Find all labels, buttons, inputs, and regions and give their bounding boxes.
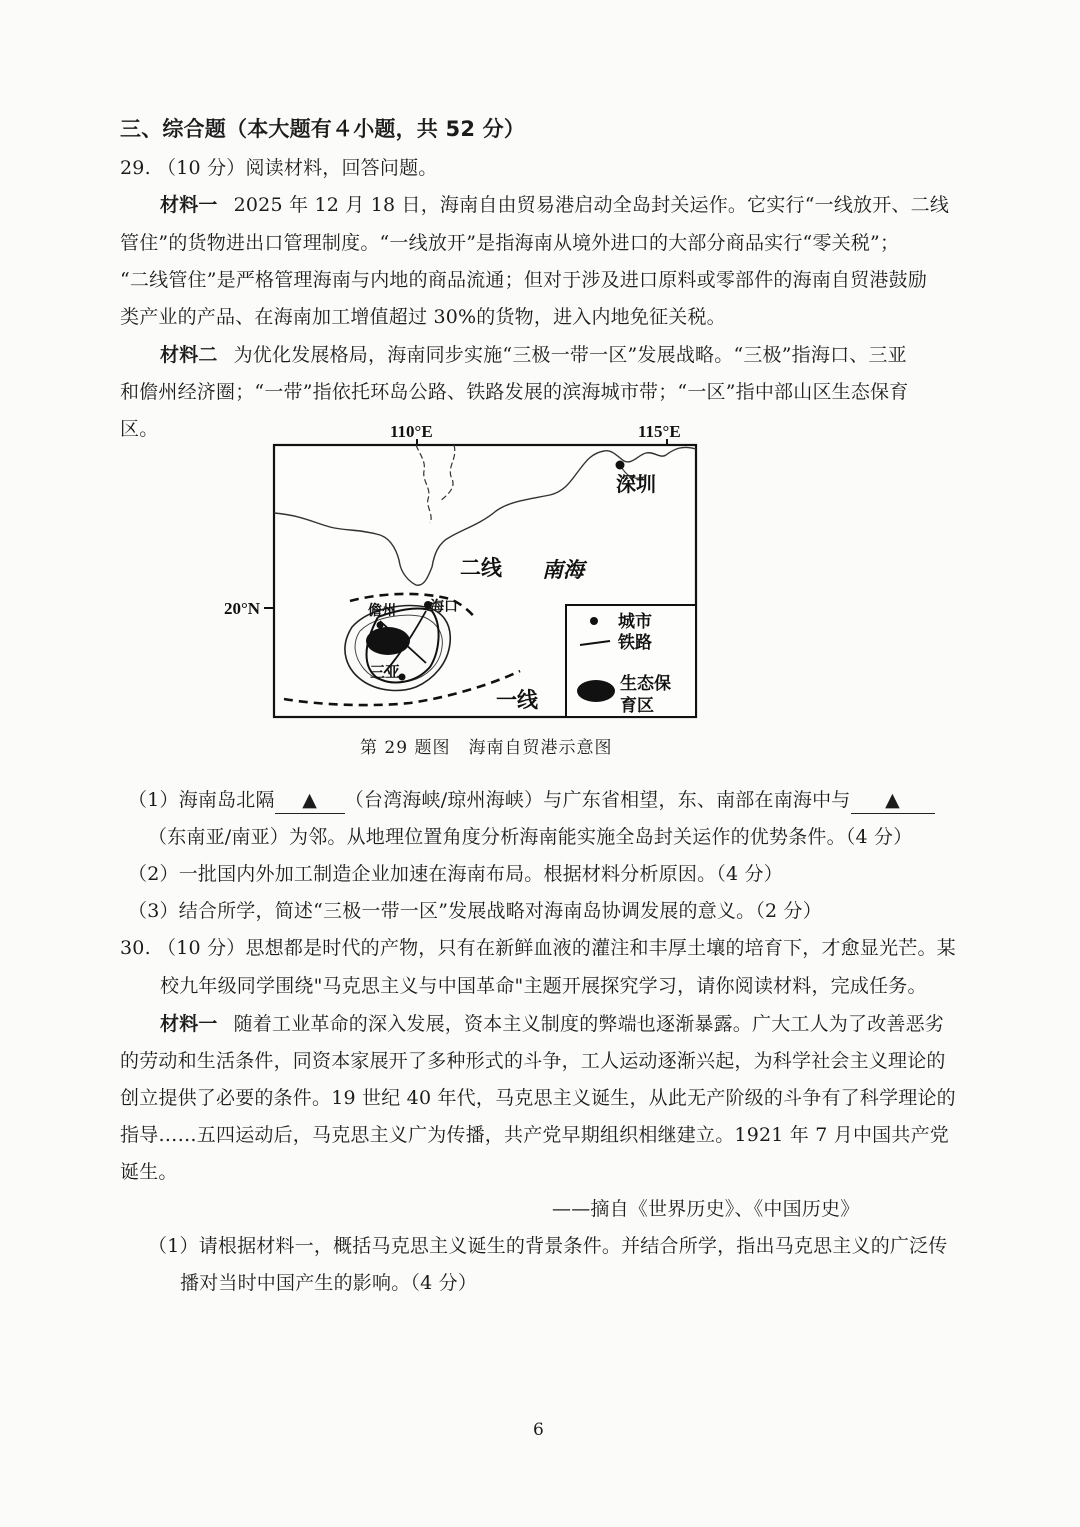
legend-rail: 铁路 [618,633,652,652]
q29-material1-line2: 管住”的货物进出口管理制度。“一线放开”是指海南从境外进口的大部分商品实行“零关税”； [120,232,900,254]
q29-sub1-part-b: （台湾海峡/琼州海峡）与广东省相望，东、南部在南海中与 [344,789,851,811]
q29-material1-line4: 类产业的产品、在海南加工增值超过 30%的货物，进入内地免征关税。 [120,306,726,328]
label-haikou: 海口 [430,598,458,614]
label-danzhou: 儋州 [368,602,396,618]
q29-sub1-line1 [128,787,935,814]
q29-material1-line1 [160,192,949,218]
legend-eco-1: 生态保 [620,674,671,693]
q29-intro: 29. （10 分）阅读材料，回答问题。 [120,157,438,179]
legend-city-icon [590,617,598,625]
hainan-map [220,415,720,725]
q29-sub1-line2: （东南亚/南亚）为邻。从地理位置角度分析海南能实施全岛封关运作的优势条件。（4 分） [148,826,913,848]
q29-material2-line3: 区。 [120,418,159,440]
q29-sub2: （2）一批国内外加工制造企业加速在海南布局。根据材料分析原因。（4 分） [128,863,783,885]
q30-line1: 30. （10 分）思想都是时代的产物，只有在新鲜血液的灌注和丰厚土壤的培育下，才愈显光芒。某 [120,937,956,959]
answer-blank-region[interactable] [851,787,935,814]
answer-blank-strait[interactable] [275,787,345,814]
page-number: 6 [533,1420,544,1440]
map-lon-110: 110°E [390,422,433,441]
legend-city: 城市 [618,612,652,631]
section-title: 三、综合题（本大题有４小题，共 52 分） [120,117,526,141]
q30-material1-text: 随着工业革命的深入发展，资本主义制度的弊端也逐渐暴露。广大工人为了改善恶劣 [233,1013,945,1035]
q29-material1-text: 2025 年 12 月 18 日，海南自由贸易港启动全岛封关运作。它实行“一线放开、二线 [233,194,950,216]
map-lon-115: 115°E [638,422,681,441]
q29-sub1-part-a: （1）海南岛北隔 [128,789,275,811]
q29-material2-line1 [160,342,907,368]
shenzhen-dot [616,461,625,470]
danzhou-dot [377,622,384,629]
q30-material1-line3: 创立提供了必要的条件。19 世纪 40 年代，马克思主义诞生，从此无产阶级的斗争有了科学理论的 [120,1087,956,1109]
label-sanya: 三亚 [370,664,401,681]
q29-sub3: （3）结合所学，简述“三极一带一区”发展战略对海南岛协调发展的意义。（2 分） [128,900,822,922]
q29-material1-line3: “二线管住”是严格管理海南与内地的商品流通；但对于涉及进口原料或零部件的海南自贸港鼓励 [120,269,928,291]
q30-sub1-line1: （1）请根据材料一，概括马克思主义诞生的背景条件。并结合所学，指出马克思主义的广泛传 [148,1235,948,1257]
label-sea: 南海 [542,559,584,582]
q29-material2-text: 为优化发展格局，海南同步实施“三极一带一区”发展战略。“三极”指海口、三亚 [233,344,907,366]
q30-source: ——摘自《世界历史》、《中国历史》 [552,1198,860,1220]
legend-eco-icon [577,680,615,702]
label-shenzhen: 深圳 [616,474,656,496]
q30-material1-line2: 的劳动和生活条件，同资本家展开了多种形式的斗争，工人运动逐渐兴起，为科学社会主义理论的 [120,1050,946,1072]
eco-reserve [366,627,410,655]
q29-material1-label: 材料一 [160,194,218,216]
q30-material1-line4: 指导……五四运动后，马克思主义广为传播，共产党早期组织相继建立。1921 年 7 月中国共产党 [120,1124,949,1146]
blank-mark-2: ▲ [885,789,900,811]
q30-sub1-line2: 播对当时中国产生的影响。（4 分） [180,1272,478,1294]
blank-mark-1: ▲ [302,789,318,811]
q29-material2-line2: 和儋州经济圈；“一带”指依托环岛公路、铁路发展的滨海城市带；“一区”指中部山区生态保育 [120,381,909,403]
map-lat-20: 20°N [224,599,261,618]
q30-material1-label: 材料一 [160,1013,218,1035]
label-line2: 二线 [460,557,502,580]
q30-line2: 校九年级同学围绕"马克思主义与中国革命"主题开展探究学习，请你阅读材料，完成任务。 [160,975,927,997]
legend-eco-2: 育区 [620,696,654,715]
q29-material2-label: 材料二 [160,344,218,366]
q30-material1-line5: 诞生。 [120,1161,178,1183]
q30-material1-line1 [160,1011,944,1037]
label-line1: 一线 [496,689,538,712]
figure-caption: 第 29 题图 海南自贸港示意图 [360,738,613,758]
